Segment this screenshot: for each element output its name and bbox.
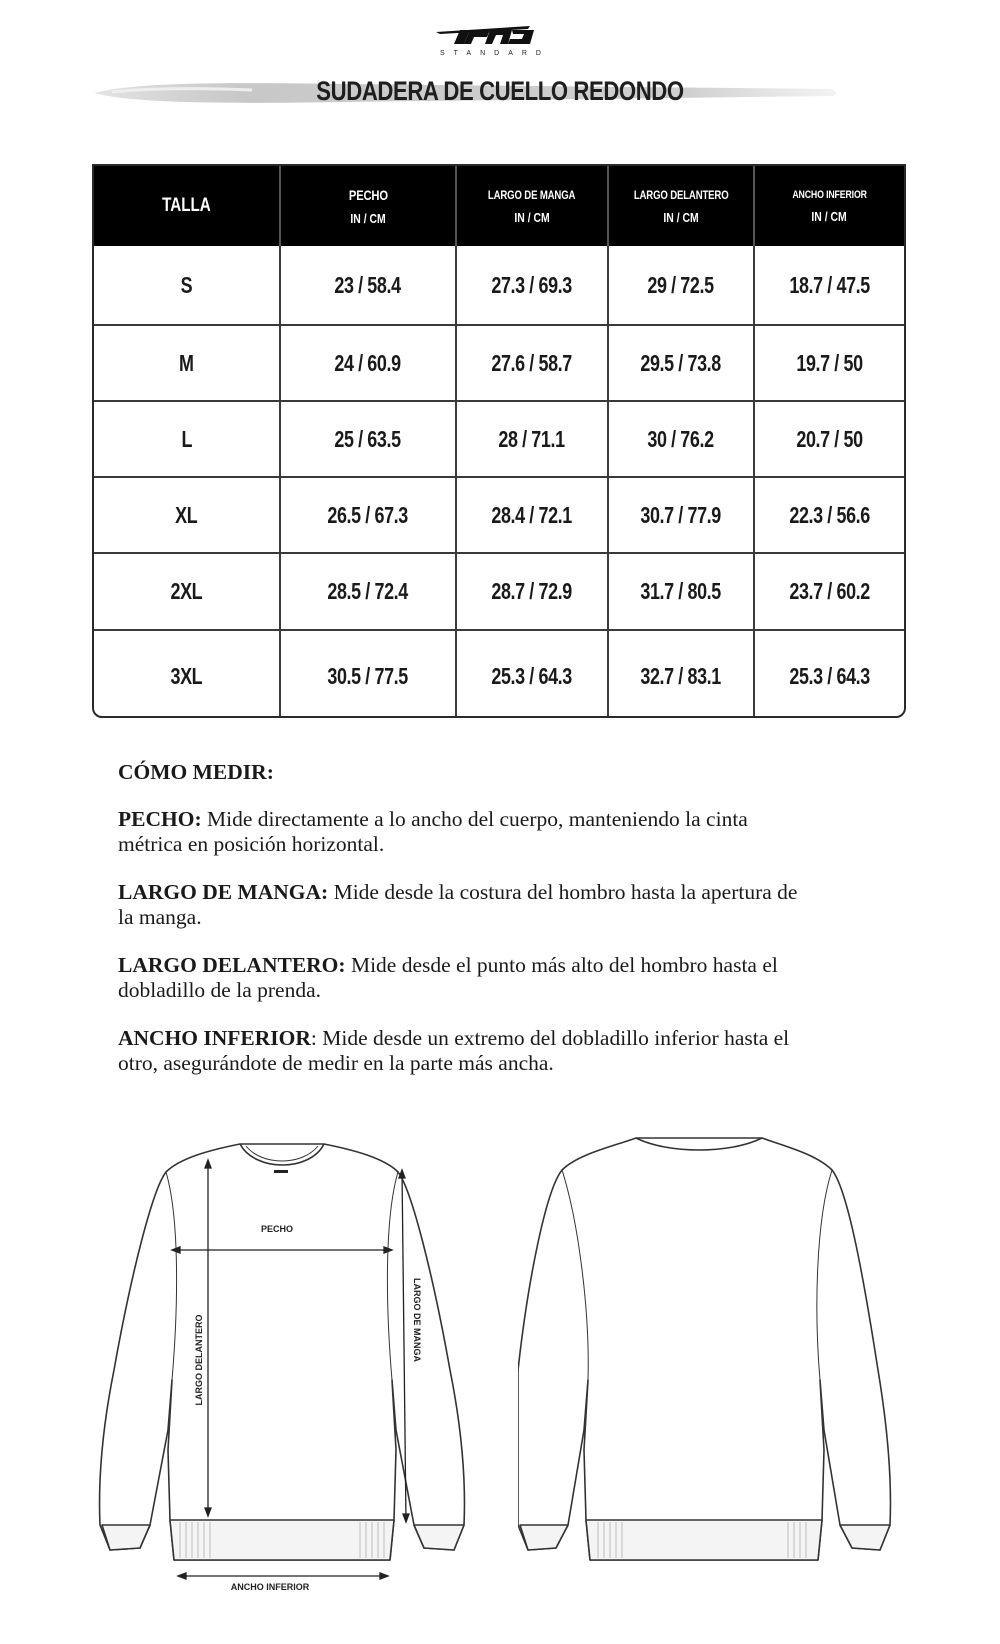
header-label: LARGO DE MANGA: [488, 187, 576, 202]
cell-text: 27.6 / 58.7: [491, 349, 573, 376]
table-cell: [755, 478, 904, 552]
cell-text: 23.7 / 60.2: [789, 578, 870, 604]
sweatshirt-front-diagram: [90, 1130, 510, 1590]
table-row: [94, 552, 904, 629]
table-cell: [755, 402, 904, 476]
cell-text: 27.3 / 69.3: [491, 271, 573, 298]
header-label: LARGO DELANTERO: [633, 187, 729, 202]
header-unit: IN / CM: [350, 210, 386, 226]
size-cell: [94, 402, 281, 476]
table-cell: [281, 554, 457, 629]
cell-text: 25.3 / 64.3: [491, 663, 573, 689]
front-length-label: LARGO DELANTERO: [194, 1314, 204, 1406]
cell-text: 25.3 / 64.3: [789, 663, 870, 689]
guide-text: Mide desde la costura del hombro hasta la apertura de la manga.: [118, 880, 798, 929]
size-cell: [94, 554, 281, 629]
chest-label: PECHO: [260, 1224, 294, 1234]
cell-text: 28.7 / 72.9: [491, 578, 573, 604]
brand-subtext: STANDARD: [440, 50, 550, 57]
header-largo-manga: [457, 166, 609, 246]
header-unit: IN / CM: [514, 209, 550, 225]
size-cell: [94, 631, 281, 718]
table-row: [94, 246, 904, 324]
cell-text: 23 / 58.4: [334, 271, 402, 298]
header-ancho-inferior: [755, 166, 904, 246]
cell-text: 30 / 76.2: [647, 425, 715, 452]
cell-text: 30.7 / 77.9: [640, 501, 722, 528]
bottom-width-label: ANCHO INFERIOR: [230, 1582, 310, 1590]
table-cell: [457, 246, 609, 324]
size-cell: [94, 246, 281, 324]
cell-text: 28.4 / 72.1: [491, 501, 573, 528]
size-chart-table: [92, 164, 906, 718]
table-cell: [281, 246, 457, 324]
table-cell: [609, 631, 755, 718]
header-largo-delantero: [609, 166, 755, 246]
guide-item-bottom-width: [118, 1026, 798, 1076]
table-row: [94, 324, 904, 400]
sleeve-length-label: LARGO DE MANGA: [412, 1278, 422, 1362]
cell-text: M: [179, 349, 194, 376]
cell-text: 22.3 / 56.6: [789, 501, 870, 528]
cell-text: 29.5 / 73.8: [640, 349, 722, 376]
table-cell: [281, 478, 457, 552]
cell-text: 2XL: [170, 578, 203, 604]
cell-text: XL: [175, 501, 198, 528]
cell-text: L: [181, 425, 192, 452]
cell-text: 25 / 63.5: [334, 425, 402, 452]
guide-term: PECHO:: [118, 807, 202, 831]
table-cell: [609, 326, 755, 400]
table-cell: [281, 402, 457, 476]
cell-text: 30.5 / 77.5: [327, 663, 409, 689]
size-cell: [94, 478, 281, 552]
guide-heading: CÓMO MEDIR:: [118, 760, 274, 784]
table-cell: [281, 326, 457, 400]
guide-term: ANCHO INFERIOR: [118, 1026, 311, 1050]
guide-item-sleeve: [118, 880, 798, 930]
cell-text: 28.5 / 72.4: [327, 578, 409, 604]
size-cell: [94, 326, 281, 400]
table-cell: [281, 631, 457, 718]
header-unit: IN / CM: [811, 208, 848, 224]
guide-text: Mide desde el punto más alto del hombro hasta el dobladillo de la prenda.: [118, 953, 778, 1002]
page-title: SUDADERA DE CUELLO REDONDO: [316, 76, 684, 106]
cell-text: 24 / 60.9: [334, 349, 402, 376]
table-cell: [457, 631, 609, 718]
table-cell: [457, 326, 609, 400]
header-label: PECHO: [348, 186, 388, 203]
sweatshirt-back-diagram: [518, 1130, 918, 1590]
cell-text: 29 / 72.5: [647, 271, 715, 298]
header-talla: [94, 166, 281, 246]
header-label: TALLA: [162, 195, 211, 216]
guide-item-chest: [118, 807, 798, 857]
cell-text: 28 / 71.1: [498, 425, 566, 452]
neck-tag: [274, 1170, 288, 1173]
table-cell: [609, 246, 755, 324]
guide-term: LARGO DELANTERO:: [118, 953, 346, 977]
table-row: [94, 476, 904, 552]
guide-text: Mide directamente a lo ancho del cuerpo, manteniendo la cinta métrica en posición horizontal.: [118, 807, 748, 856]
measuring-guide: [118, 760, 798, 1099]
guide-term: LARGO DE MANGA:: [118, 880, 329, 904]
header-label: ANCHO INFERIOR: [792, 188, 867, 201]
table-cell: [609, 478, 755, 552]
table-header: [94, 166, 904, 246]
guide-text: : Mide desde un extremo del dobladillo inferior hasta el otro, asegurándote de medir en la parte más ancha.: [118, 1026, 790, 1075]
cell-text: 3XL: [170, 663, 203, 689]
cell-text: 19.7 / 50: [796, 349, 863, 376]
table-row: [94, 629, 904, 718]
table-cell: [609, 402, 755, 476]
cell-text: 20.7 / 50: [796, 425, 863, 452]
table-cell: [457, 478, 609, 552]
table-cell: [755, 246, 904, 324]
table-row: [94, 400, 904, 476]
header-pecho: [281, 166, 457, 246]
guide-item-front-length: [118, 953, 798, 1003]
cell-text: S: [180, 271, 193, 298]
brand-logo: [430, 22, 560, 62]
table-cell: [609, 554, 755, 629]
table-cell: [457, 554, 609, 629]
table-cell: [457, 402, 609, 476]
cell-text: 18.7 / 47.5: [789, 271, 870, 298]
cell-text: 26.5 / 67.3: [327, 501, 409, 528]
cell-text: 32.7 / 83.1: [640, 663, 722, 689]
table-cell: [755, 554, 904, 629]
header-unit: IN / CM: [663, 209, 699, 225]
table-cell: [755, 631, 904, 718]
cell-text: 31.7 / 80.5: [640, 578, 722, 604]
table-cell: [755, 326, 904, 400]
